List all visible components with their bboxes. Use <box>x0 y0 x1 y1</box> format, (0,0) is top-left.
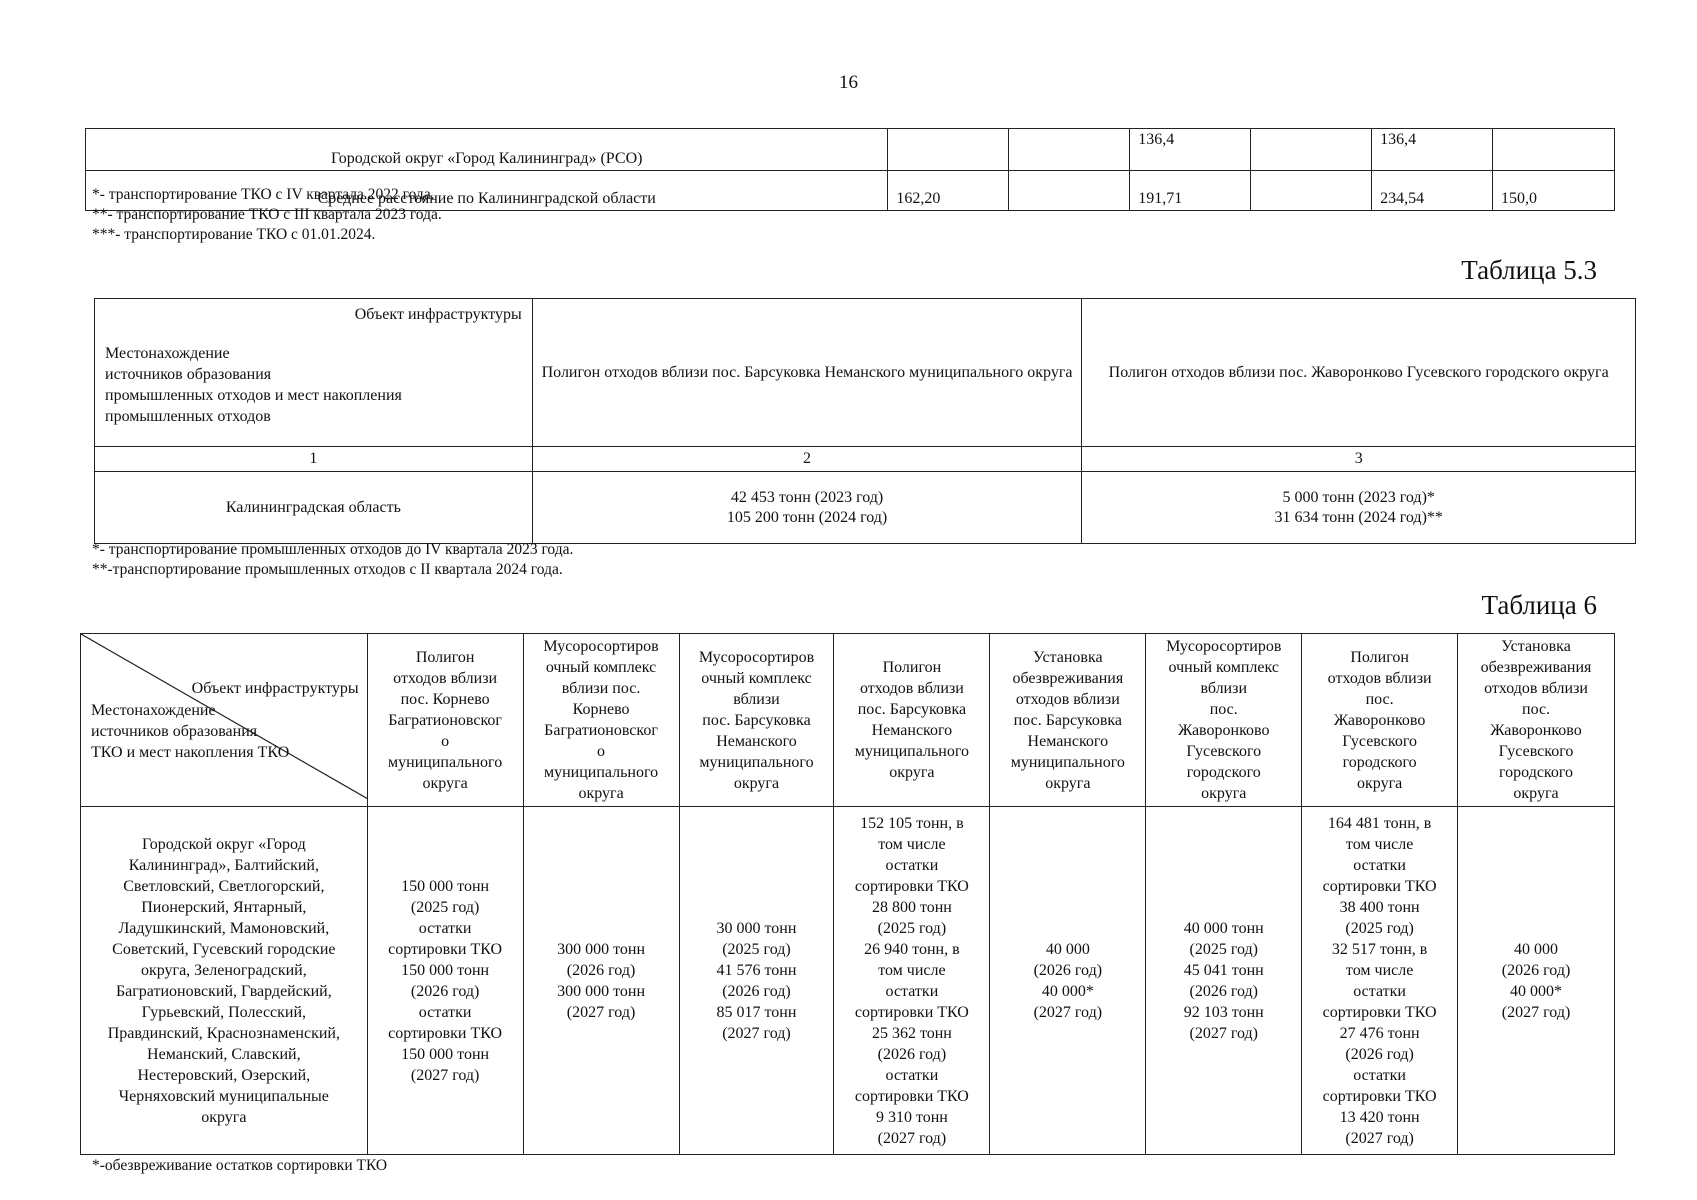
cell-line: 150 000 тонн <box>401 877 490 895</box>
cell-line: вблизи пос. <box>561 680 641 697</box>
table-cell <box>1251 129 1372 171</box>
cell-line: (2025 год) <box>410 898 480 916</box>
cell-line: 32 517 тонн, в <box>1331 940 1428 958</box>
column-header: Полигон отходов вблизи пос. Барсуковка Неманского муниципального округа <box>532 299 1082 447</box>
cell-line: отходов вблизи <box>393 669 498 687</box>
cell-line: Неманского <box>716 732 797 750</box>
cell-line: (2027 год) <box>1501 1003 1571 1021</box>
cell-line: 40 000* <box>1041 982 1094 1000</box>
cell-line: (2027 год) <box>722 1024 791 1042</box>
footnote: *- транспортирование промышленных отходов до IV квартала 2023 года. <box>92 541 574 558</box>
corner-location-label: Местонахождение источников образования промышленных отходов и мест накопления промышленных отходов <box>105 345 402 425</box>
cell-line: 40 000 тонн <box>1183 919 1264 937</box>
cell-line: округа <box>889 764 935 781</box>
cell-line: пос. Барсуковка <box>702 711 811 729</box>
cell-line: (2026 год) <box>1501 961 1571 979</box>
table-row <box>86 129 1615 171</box>
cell-line: Установка <box>1033 648 1103 666</box>
cell-line: (2027 год) <box>410 1066 480 1084</box>
table-cell: 162,20 <box>888 171 1009 211</box>
table-cell <box>1458 807 1615 1155</box>
cell-line: 38 400 тонн <box>1339 898 1420 916</box>
column-number: 2 <box>532 447 1082 472</box>
table-6 <box>80 633 1615 1155</box>
cell-line: округа <box>1201 785 1247 802</box>
table-cell <box>1251 171 1372 211</box>
table-5-3 <box>94 298 1636 544</box>
footnote: **- транспортирование ТКО с III квартала 2023 года. <box>92 206 442 223</box>
table-cell <box>1009 129 1130 171</box>
cell-line: (2027 год) <box>877 1129 947 1147</box>
cell-line: округа <box>422 774 468 792</box>
cell-line: (2027 год) <box>1345 1129 1414 1147</box>
cell-line: округа <box>578 785 624 802</box>
cell-line: 13 420 тонн <box>1339 1108 1420 1126</box>
table-header-row <box>95 299 1636 447</box>
cell-line: обезвреживания <box>1012 669 1124 687</box>
cell-line: городского <box>1186 764 1261 781</box>
cell-line: пос. <box>1209 701 1238 718</box>
table-cell <box>990 807 1146 1155</box>
table-cell <box>1009 171 1130 211</box>
table-cell: 191,71 <box>1130 171 1251 211</box>
footnote: ***- транспортирование ТКО с 01.01.2024. <box>92 226 376 243</box>
cell-line: 40 000 <box>1514 940 1559 958</box>
cell-line: округа <box>1357 774 1403 792</box>
cell-line: (2027 год) <box>566 1003 636 1021</box>
cell-line: Ладушкинский, Мамоновский, <box>118 919 330 937</box>
cell-line: (2025 год) <box>877 919 947 937</box>
table-cell: 150,0 <box>1493 171 1615 211</box>
cell-line: Неманский, Славский, <box>147 1045 301 1063</box>
cell-line: остатки <box>1353 982 1406 1000</box>
page-number: 16 <box>839 72 858 93</box>
cell-line: 30 000 тонн <box>716 919 797 937</box>
cell-line: сортировки ТКО <box>1322 1003 1437 1021</box>
table-row <box>95 472 1636 544</box>
cell-line: муниципального <box>543 764 659 781</box>
cell-line: о <box>441 732 450 750</box>
row-label: Городской округ «Город Калининград» (РСО) <box>86 129 888 171</box>
cell-line: очный комплекс <box>545 659 657 676</box>
cell-line: округа <box>1045 774 1091 792</box>
cell-line: муниципального <box>699 753 814 771</box>
column-header <box>367 634 523 807</box>
cell-line: сортировки ТКО <box>388 940 503 958</box>
footnote: **-транспортирование промышленных отходов с II квартала 2024 года. <box>92 561 563 578</box>
cell-line: муниципального <box>1010 753 1125 771</box>
column-header: Полигон отходов вблизи пос. Жаворонково Гусевского городского округа <box>1082 299 1636 447</box>
cell-line: 85 017 тонн <box>716 1003 797 1021</box>
table-caption: Таблица 5.3 <box>1461 255 1597 285</box>
corner-object-label: Объект инфраструктуры <box>191 680 359 697</box>
table-cell: 234,54 <box>1372 171 1493 211</box>
row-label <box>81 807 368 1155</box>
cell-line: 28 800 тонн <box>871 898 952 916</box>
column-header <box>1458 634 1615 807</box>
row-label: Среднее расстояние по Калининградской области <box>86 171 888 211</box>
row-label: Калининградская область <box>95 472 533 544</box>
cell-line: округа <box>201 1108 247 1126</box>
cell-line: (2026 год) <box>877 1045 947 1063</box>
column-number: 1 <box>95 447 533 472</box>
cell-line: (2026 год) <box>722 982 791 1000</box>
cell-line: остатки <box>885 1066 939 1084</box>
cell-line: Установка <box>1501 638 1571 655</box>
cell-line: 92 103 тонн <box>1183 1003 1264 1021</box>
cell-line: городского <box>1498 764 1574 781</box>
table-cell: 136,4 <box>1130 129 1251 171</box>
cell-line: муниципального <box>854 743 969 760</box>
table-row <box>81 807 1615 1155</box>
cell-line: сортировки ТКО <box>1322 1087 1437 1105</box>
cell-line: Багратионовског <box>544 722 658 739</box>
cell-line: 300 000 тонн <box>557 982 645 1000</box>
cell-line: сортировки ТКО <box>388 1024 503 1042</box>
cell-line: Багратионовский, Гвардейский, <box>115 982 332 1000</box>
cell-line: (2025 год) <box>1345 919 1414 937</box>
cell-line: Калининград», Балтийский, <box>128 856 319 874</box>
cell-line: Городской округ «Город <box>141 835 306 853</box>
column-header <box>679 634 834 807</box>
cell-line: Гусевского <box>1342 732 1417 750</box>
table-cell <box>679 807 834 1155</box>
table-cell <box>367 807 523 1155</box>
table-cell <box>523 807 679 1155</box>
column-number: 3 <box>1082 447 1636 472</box>
table-cell: 136,4 <box>1372 129 1493 171</box>
table-cell <box>1146 807 1302 1155</box>
table-cell <box>834 807 990 1155</box>
cell-line: Жаворонково <box>1333 711 1426 729</box>
cell-line: Светловский, Светлогорский, <box>123 877 325 895</box>
footnote: *-обезвреживание остатков сортировки ТКО <box>92 1157 388 1174</box>
cell-line: (2025 год) <box>1189 940 1258 958</box>
table-cell: 5 000 тонн (2023 год)* 31 634 тонн (2024 год)** <box>1082 472 1636 544</box>
cell-line: 25 362 тонн <box>871 1024 952 1042</box>
cell-line: очный комплекс <box>701 669 812 687</box>
cell-line: отходов вблизи <box>859 680 964 697</box>
table-cell <box>1302 807 1458 1155</box>
cell-line: 41 576 тонн <box>716 961 797 979</box>
cell-line: 300 000 тонн <box>557 940 645 958</box>
cell-line: пос. Корнево <box>400 690 490 708</box>
cell-line: Неманского <box>871 722 953 739</box>
cell-line: Полигон <box>415 648 475 666</box>
cell-line: обезвреживания <box>1480 659 1592 676</box>
cell-line: округа, Зеленоградский, <box>140 961 307 979</box>
cell-line: Мусоросортиров <box>1166 638 1282 655</box>
cell-line: 27 476 тонн <box>1339 1024 1420 1042</box>
cell-line: Мусоросортиров <box>698 648 815 666</box>
cell-line: остатки <box>418 1003 472 1021</box>
cell-line: том числе <box>878 835 946 853</box>
cell-line: городского <box>1342 753 1417 771</box>
cell-line: 164 481 тонн, в <box>1327 814 1432 832</box>
cell-line: округа <box>1513 785 1559 802</box>
table-cell <box>1493 129 1615 171</box>
cell-line: Нестеровский, Озерский, <box>137 1066 311 1084</box>
cell-line: очный комплекс <box>1168 659 1279 676</box>
cell-line: (2026 год) <box>566 961 636 979</box>
cell-line: том числе <box>1345 961 1414 979</box>
cell-line: Правдинский, Краснознаменский, <box>107 1024 340 1042</box>
cell-line: 40 000 <box>1045 940 1090 958</box>
cell-line: (2026 год) <box>1033 961 1103 979</box>
cell-line: остатки <box>418 919 472 937</box>
cell-line: остатки <box>1353 1066 1406 1084</box>
cell-line: муниципального <box>388 753 503 771</box>
cell-line: Черняховский муниципальные <box>118 1087 329 1105</box>
table-header-row <box>81 634 1615 807</box>
cell-line: 45 041 тонн <box>1183 961 1264 979</box>
cell-line: сортировки ТКО <box>854 1003 969 1021</box>
cell-line: пос. <box>1365 690 1394 708</box>
column-header <box>1302 634 1458 807</box>
cell-line: пос. <box>1522 701 1551 718</box>
cell-line: (2026 год) <box>410 982 480 1000</box>
corner-header <box>95 299 533 447</box>
table-caption: Таблица 6 <box>1481 590 1597 620</box>
table-cell <box>888 129 1009 171</box>
cell-line: Мусоросортиров <box>543 638 659 655</box>
cell-line: остатки <box>1353 856 1406 874</box>
cell-line: о <box>597 743 606 760</box>
cell-line: Советский, Гусевский городские <box>112 940 336 958</box>
cell-line: пос. Барсуковка <box>857 701 967 718</box>
cell-line: остатки <box>885 982 939 1000</box>
corner-object-label: Объект инфраструктуры <box>354 306 522 323</box>
cell-line: сортировки ТКО <box>1322 877 1437 895</box>
cell-line: (2027 год) <box>1189 1024 1258 1042</box>
cell-line: округа <box>733 774 780 792</box>
cell-line: том числе <box>878 961 946 979</box>
cell-line: 26 940 тонн, в <box>864 940 960 958</box>
cell-line: вблизи <box>1200 680 1247 697</box>
cell-line: Жаворонково <box>1490 722 1582 739</box>
cell-line: Полигон <box>1350 648 1409 666</box>
cell-line: Корнево <box>572 701 630 718</box>
cell-line: отходов вблизи <box>1327 669 1432 687</box>
cell-line: Гусевского <box>1498 743 1574 760</box>
cell-line: Полигон <box>882 659 942 676</box>
cell-line: Пионерский, Янтарный, <box>141 898 307 916</box>
cell-line: Гурьевский, Полесский, <box>141 1003 307 1021</box>
cell-line: 150 000 тонн <box>401 961 490 979</box>
cell-line: Жаворонково <box>1178 722 1270 739</box>
cell-line: 150 000 тонн <box>401 1045 490 1063</box>
cell-line: Багратионовског <box>388 711 502 729</box>
column-header <box>523 634 679 807</box>
cell-line: сортировки ТКО <box>854 877 969 895</box>
column-header <box>990 634 1146 807</box>
cell-line: (2027 год) <box>1033 1003 1103 1021</box>
cell-line: 9 310 тонн <box>875 1108 948 1126</box>
cell-line: сортировки ТКО <box>854 1087 969 1105</box>
cell-line: отходов вблизи <box>1015 690 1120 708</box>
column-number-row <box>95 447 1636 472</box>
cell-line: остатки <box>885 856 939 874</box>
footnote: *- транспортирование ТКО с IV квартала 2022 года. <box>92 186 435 203</box>
corner-location-label: Местонахождение источников образования ТКО и мест накопления ТКО <box>91 702 290 761</box>
cell-line: (2026 год) <box>1189 982 1258 1000</box>
cell-line: (2025 год) <box>722 940 791 958</box>
corner-header <box>81 634 368 807</box>
cell-line: том числе <box>1345 835 1414 853</box>
cell-line: 40 000* <box>1510 982 1563 1000</box>
cell-line: Гусевского <box>1186 743 1262 760</box>
cell-line: пос. Барсуковка <box>1013 711 1123 729</box>
cell-line: отходов вблизи <box>1484 680 1588 697</box>
table-cell: 42 453 тонн (2023 год) 105 200 тонн (2024 год) <box>532 472 1082 544</box>
column-header <box>834 634 990 807</box>
cell-line: (2026 год) <box>1345 1045 1414 1063</box>
cell-line: Неманского <box>1027 732 1109 750</box>
cell-line: вблизи <box>733 690 780 708</box>
cell-line: 152 105 тонн, в <box>860 814 964 832</box>
column-header <box>1146 634 1302 807</box>
